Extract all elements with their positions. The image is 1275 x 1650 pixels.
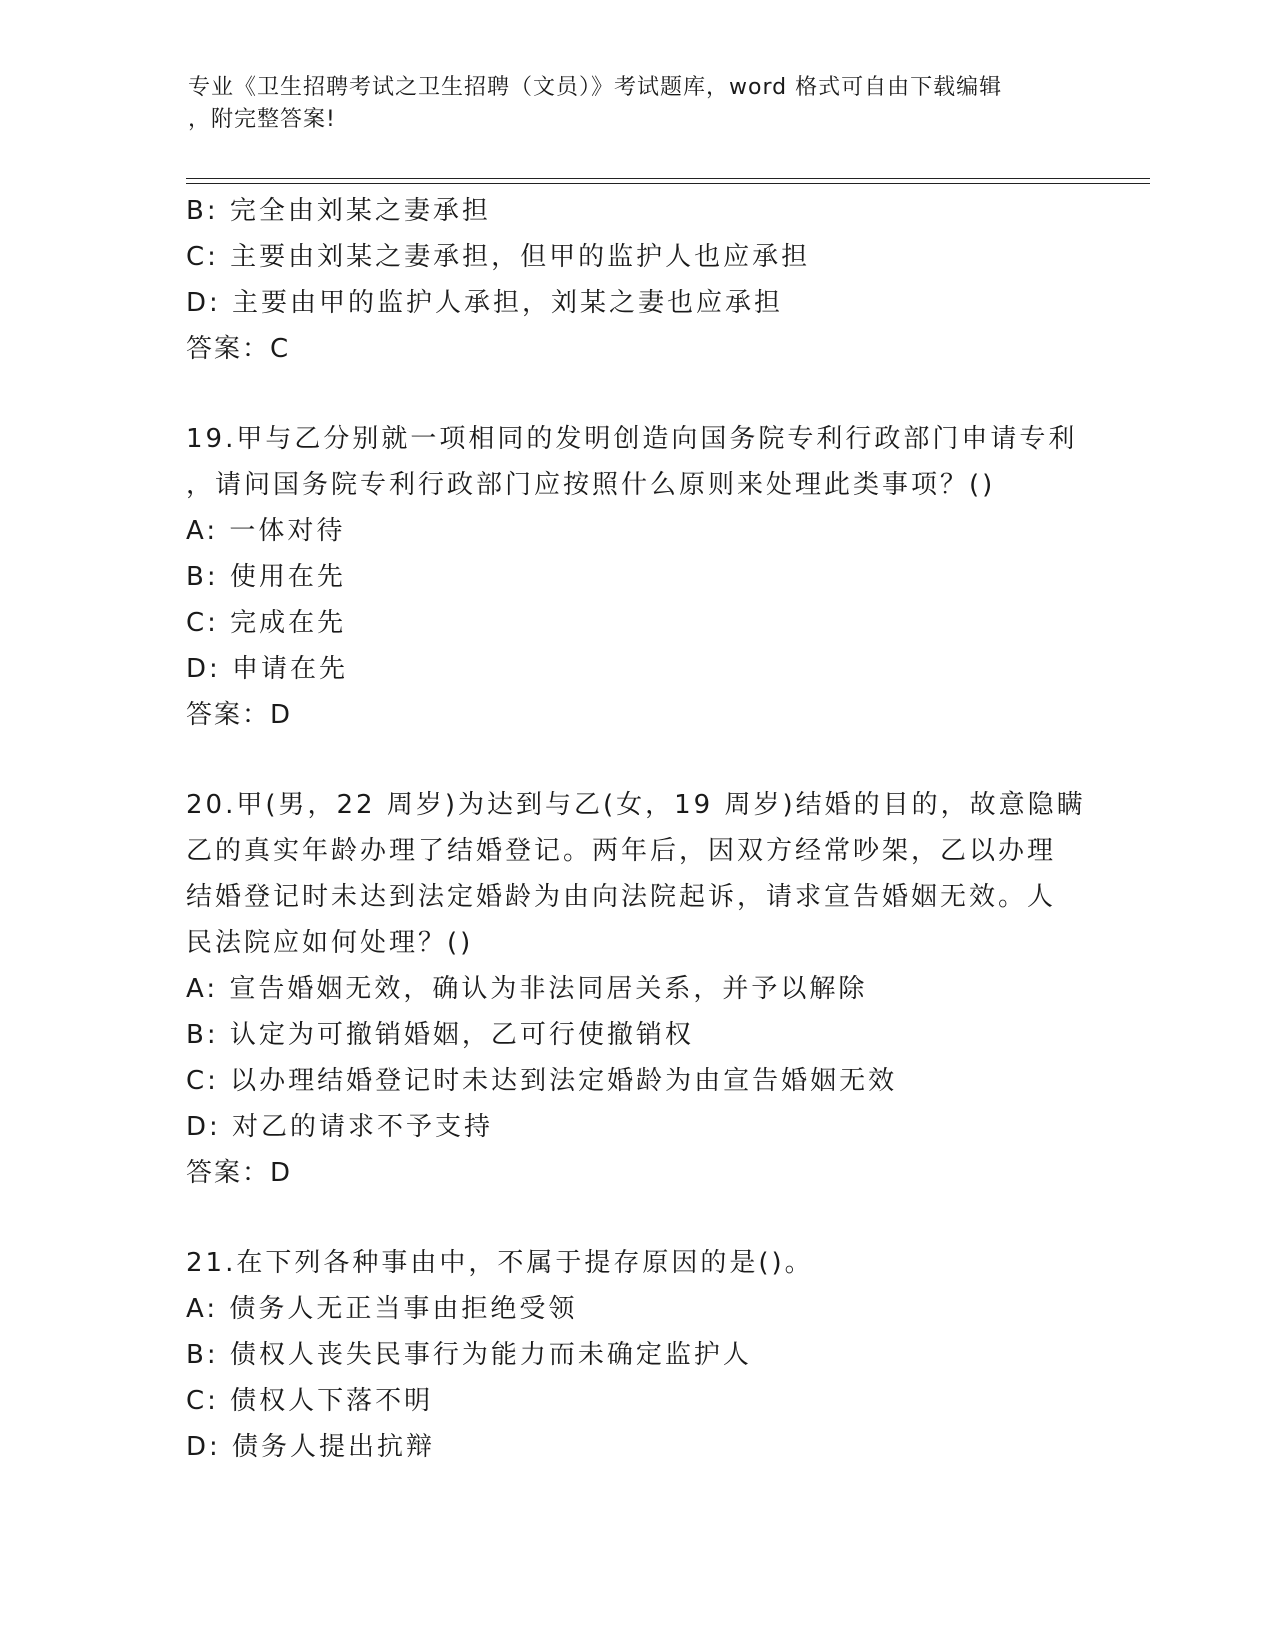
question-19 xyxy=(186,416,1086,738)
option-b: B: 完全由刘某之妻承担 xyxy=(186,196,491,226)
option-d: D: 主要由甲的监护人承担，刘某之妻也应承担 xyxy=(186,288,784,318)
question-stem-line: 乙的真实年龄办理了结婚登记。两年后，因双方经常吵架，乙以办理 xyxy=(186,836,1057,866)
question-stem-line: 民法院应如何处理？() xyxy=(186,928,474,958)
answer-text: 答案：D xyxy=(186,700,293,730)
option-b: B: 债权人丧失民事行为能力而未确定监护人 xyxy=(186,1340,752,1370)
option-d: D: 申请在先 xyxy=(186,654,349,684)
answer-text: 答案：C xyxy=(186,334,291,364)
spacer xyxy=(186,738,1086,782)
option-c: C: 完成在先 xyxy=(186,608,347,638)
document-header xyxy=(188,72,1068,136)
question-content xyxy=(186,188,1086,1470)
spacer xyxy=(186,372,1086,416)
prev-question xyxy=(186,188,1086,372)
option-a: A: 一体对待 xyxy=(186,516,346,546)
header-divider-top xyxy=(186,178,1150,179)
option-d: D: 对乙的请求不予支持 xyxy=(186,1112,494,1142)
option-b: B: 认定为可撤销婚姻，乙可行使撤销权 xyxy=(186,1020,694,1050)
option-a: A: 宣告婚姻无效，确认为非法同居关系，并予以解除 xyxy=(186,974,868,1004)
header-line-2: ，附完整答案! xyxy=(188,107,336,132)
header-divider-bottom xyxy=(186,183,1150,184)
option-c: C: 主要由刘某之妻承担，但甲的监护人也应承担 xyxy=(186,242,811,272)
question-20 xyxy=(186,782,1086,1196)
option-a: A: 债务人无正当事由拒绝受领 xyxy=(186,1294,578,1324)
option-c: C: 以办理结婚登记时未达到法定婚龄为由宣告婚姻无效 xyxy=(186,1066,898,1096)
question-stem-line: 20.甲(男，22 周岁)为达到与乙(女，19 周岁)结婚的目的，故意隐瞒 xyxy=(186,790,1086,820)
option-d: D: 债务人提出抗辩 xyxy=(186,1432,436,1462)
answer-text: 答案：D xyxy=(186,1158,293,1188)
question-stem-line: 结婚登记时未达到法定婚龄为由向法院起诉，请求宣告婚姻无效。人 xyxy=(186,882,1057,912)
header-line-1: 专业《卫生招聘考试之卫生招聘（文员）》考试题库，word 格式可自由下载编辑 xyxy=(188,75,1003,100)
question-stem-line: ，请问国务院专利行政部门应按照什么原则来处理此类事项？() xyxy=(186,470,996,500)
spacer xyxy=(186,1196,1086,1240)
option-c: C: 债权人下落不明 xyxy=(186,1386,434,1416)
question-stem-line: 21.在下列各种事由中，不属于提存原因的是()。 xyxy=(186,1248,814,1278)
question-21 xyxy=(186,1240,1086,1470)
question-stem-line: 19.甲与乙分别就一项相同的发明创造向国务院专利行政部门申请专利 xyxy=(186,424,1078,454)
option-b: B: 使用在先 xyxy=(186,562,346,592)
